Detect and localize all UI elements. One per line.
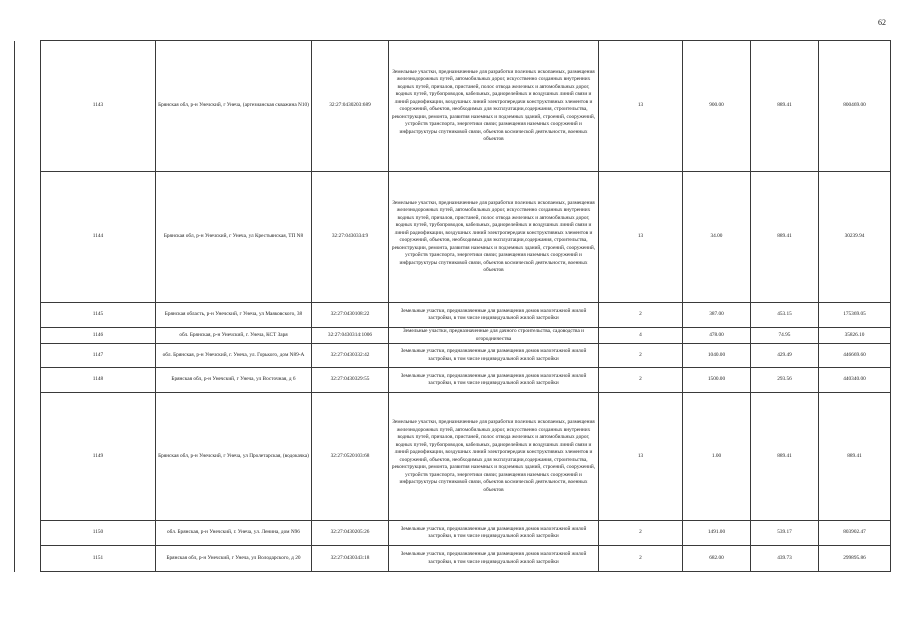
row-number: 1147	[41, 344, 156, 368]
table-body	[15, 41, 891, 572]
specific-value-cell: 74.95	[751, 328, 819, 344]
address-cell: обл. Брянская, р-н Унечский, г. Унеча, КСТ Заря	[156, 328, 312, 344]
cadastral-value-cell: 299895.86	[819, 546, 891, 572]
table-gap-cell	[15, 328, 41, 344]
specific-value-cell: 429.49	[751, 344, 819, 368]
area-cell: 682.00	[683, 546, 751, 572]
page-number: 62	[878, 18, 886, 27]
table-row	[15, 303, 891, 328]
cadastral-value-cell: 440340.00	[819, 368, 891, 393]
table-row	[15, 344, 891, 368]
cadastral-value-cell: 35826.10	[819, 328, 891, 344]
cadastral-value-cell: 800469.00	[819, 41, 891, 172]
table-gap-cell	[15, 521, 41, 546]
address-cell: Брянская обл, р-н Унечский, г Унеча, ул Пролетарская, (водокачка)	[156, 393, 312, 521]
cadastral-number-cell: 32:27:0430203:689	[312, 41, 389, 172]
cadastral-number-cell: 32:27:0430334:9	[312, 172, 389, 303]
cadastral-value-cell: 803902.47	[819, 521, 891, 546]
use-group-code-cell: 13	[599, 172, 683, 303]
address-cell: Брянская обл, р-н Унечский, г Унеча, ул Крестьянская, ТП N8	[156, 172, 312, 303]
area-cell: 34.00	[683, 172, 751, 303]
table-gap-cell	[15, 303, 41, 328]
cadastral-number-cell: 32:27:0430332:42	[312, 344, 389, 368]
area-cell: 1040.00	[683, 344, 751, 368]
specific-value-cell: 889.41	[751, 393, 819, 521]
specific-value-cell: 293.56	[751, 368, 819, 393]
row-number: 1143	[41, 41, 156, 172]
address-cell: Брянская область, р-н Унечский, г Унеча, ул Маяковского, 38	[156, 303, 312, 328]
table-row	[15, 521, 891, 546]
row-number: 1151	[41, 546, 156, 572]
row-number: 1144	[41, 172, 156, 303]
land-use-purpose-cell: Земельные участки, предназначенные для размещения домов малоэтажной жилой застройки, в том числе индивидуальной жилой застройки	[389, 546, 599, 572]
land-use-purpose-cell: Земельные участки, предназначенные для размещения домов малоэтажной жилой застройки, в том числе индивидуальной жилой застройки	[389, 303, 599, 328]
cadastral-number-cell: 32:27:0430205:26	[312, 521, 389, 546]
address-cell: Брянская обл, р-н Унечский, г Унеча, ул Володарского, д 20	[156, 546, 312, 572]
land-use-purpose-cell: Земельные участки, предназначенные для размещения домов малоэтажной жилой застройки, в том числе индивидуальной жилой застройки	[389, 368, 599, 393]
table-row	[15, 172, 891, 303]
land-use-purpose-cell: Земельные участки, предназначенные для разработки полезных ископаемых, размещения железнодорожных путей, автомобильных дорог, искусственно созданных внутренних водных путей, причалов, пристаней, полос отвода железных и автомобильных дорог, водных путей, трубопроводов, кабельных, радиорелейных и воздушных линий связи и линий радиофикации, воздушных линий электропередачи конструктивных элементов и сооружений, объектов, необходимых для эксплуатации,содержания, строительства, реконструкции, ремонта, развития наземных и подземных зданий, строений, сооружений, устройств транспорта, энергетики связи; размещения наземных сооружений и инфраструктуры спутниковой связи, объектов космической деятельности, военных объектов	[389, 172, 599, 303]
table-gap-cell	[15, 393, 41, 521]
use-group-code-cell: 13	[599, 41, 683, 172]
use-group-code-cell: 13	[599, 393, 683, 521]
land-use-purpose-cell: Земельные участки, предназначенные для разработки полезных ископаемых, размещения железнодорожных путей, автомобильных дорог, искусственно созданных внутренних водных путей, причалов, пристаней, полос отвода железных и автомобильных дорог, водных путей, трубопроводов, кабельных, радиорелейных и воздушных линий связи и линий радиофикации, воздушных линий электропередачи конструктивных элементов и сооружений, объектов, необходимых для эксплуатации,содержания, строительства, реконструкции, ремонта, развития наземных и подземных зданий, строений, сооружений, устройств транспорта, энергетики связи; размещения наземных сооружений и инфраструктуры спутниковой связи, объектов космической деятельности, военных объектов	[389, 393, 599, 521]
address-cell: обл. Брянская, р-н Унечский, г. Унеча, ул. Горького, дом N89-А	[156, 344, 312, 368]
area-cell: 900.00	[683, 41, 751, 172]
land-use-purpose-cell: Земельные участки, предназначенные для разработки полезных ископаемых, размещения железнодорожных путей, автомобильных дорог, искусственно созданных внутренних водных путей, причалов, пристаней, полос отвода железных и автомобильных дорог, водных путей, трубопроводов, кабельных, радиорелейных и воздушных линий связи и линий радиофикации, воздушных линий электропередачи конструктивных элементов и сооружений, объектов, необходимых для эксплуатации,содержания, строительства, реконструкции, ремонта, развития наземных и подземных зданий, строений, сооружений, устройств транспорта, энергетики связи; размещения наземных сооружений и инфраструктуры спутниковой связи, объектов космической деятельности, военных объектов	[389, 41, 599, 172]
row-number: 1145	[41, 303, 156, 328]
area-cell: 478.00	[683, 328, 751, 344]
area-cell: 387.00	[683, 303, 751, 328]
specific-value-cell: 453.15	[751, 303, 819, 328]
table-gap-cell	[15, 344, 41, 368]
row-number: 1150	[41, 521, 156, 546]
table-gap-cell	[15, 546, 41, 572]
row-number: 1149	[41, 393, 156, 521]
table-row	[15, 328, 891, 344]
row-number: 1146	[41, 328, 156, 344]
use-group-code-cell: 2	[599, 546, 683, 572]
cadastral-number-cell: 32:27:0430314:1006	[312, 328, 389, 344]
table-gap-cell	[15, 172, 41, 303]
row-number: 1148	[41, 368, 156, 393]
table-row	[15, 41, 891, 172]
area-cell: 1.00	[683, 393, 751, 521]
area-cell: 1491.00	[683, 521, 751, 546]
table-row	[15, 368, 891, 393]
land-use-purpose-cell: Земельные участки, предназначенные для дачного строительства, садоводства и огородничества	[389, 328, 599, 344]
cadastral-number-cell: 32:27:0430108:22	[312, 303, 389, 328]
cadastral-value-table	[14, 40, 891, 572]
cadastral-value-cell: 175369.05	[819, 303, 891, 328]
specific-value-cell: 889.41	[751, 172, 819, 303]
cadastral-number-cell: 32:27:0430343:18	[312, 546, 389, 572]
land-use-purpose-cell: Земельные участки, предназначенные для размещения домов малоэтажной жилой застройки, в том числе индивидуальной жилой застройки	[389, 521, 599, 546]
use-group-code-cell: 2	[599, 368, 683, 393]
table-gap-cell	[15, 368, 41, 393]
table-row	[15, 393, 891, 521]
specific-value-cell: 439.73	[751, 546, 819, 572]
address-cell: обл. Брянская, р-н Унечский, г. Унеча, ул. Ленина, дом N96	[156, 521, 312, 546]
address-cell: Брянская обл, р-н Унечский, г Унеча, (артезианская скважина N10)	[156, 41, 312, 172]
cadastral-number-cell: 32:27:0520103:68	[312, 393, 389, 521]
use-group-code-cell: 2	[599, 344, 683, 368]
area-cell: 1500.00	[683, 368, 751, 393]
use-group-code-cell: 2	[599, 521, 683, 546]
cadastral-value-cell: 889.41	[819, 393, 891, 521]
use-group-code-cell: 2	[599, 303, 683, 328]
table-gap-cell	[15, 41, 41, 172]
cadastral-number-cell: 32:27:0430329:55	[312, 368, 389, 393]
cadastral-value-cell: 30239.94	[819, 172, 891, 303]
specific-value-cell: 539.17	[751, 521, 819, 546]
use-group-code-cell: 4	[599, 328, 683, 344]
specific-value-cell: 889.41	[751, 41, 819, 172]
cadastral-value-cell: 446669.60	[819, 344, 891, 368]
land-use-purpose-cell: Земельные участки, предназначенные для размещения домов малоэтажной жилой застройки, в том числе индивидуальной жилой застройки	[389, 344, 599, 368]
address-cell: Брянская обл, р-н Унечский, г Унеча, ул Восточная, д 6	[156, 368, 312, 393]
table-row	[15, 546, 891, 572]
